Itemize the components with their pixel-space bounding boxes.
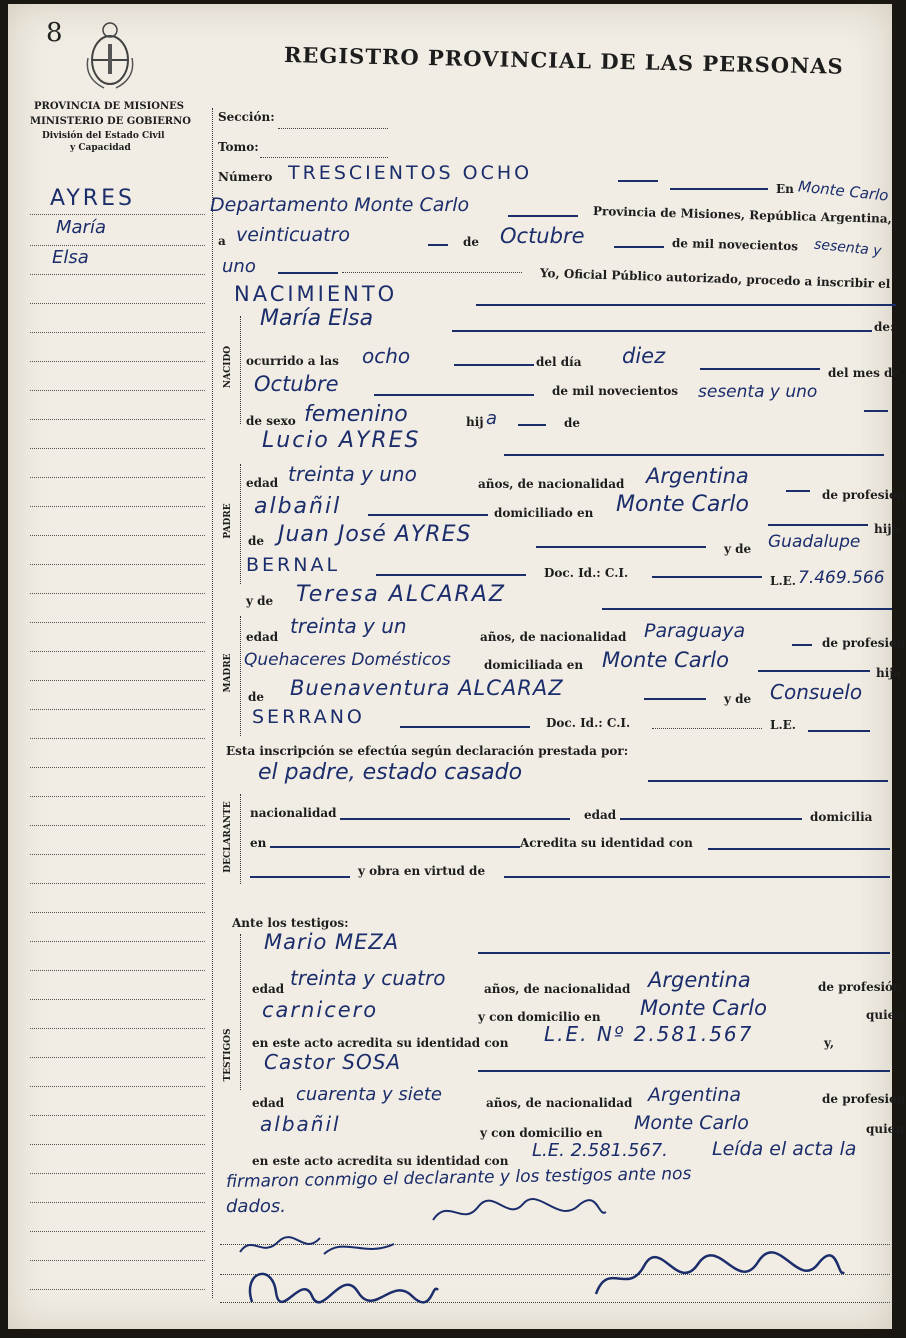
dia-value: veinticuatro <box>236 224 350 246</box>
testigo1-edad-label: edad <box>252 982 285 996</box>
padre-madre-value-2: BERNAL <box>246 554 341 576</box>
testigo2-quien-label: quien <box>866 1122 905 1136</box>
ministry-label: MINISTERIO DE GOBIERNO <box>30 116 191 127</box>
tipo-value: NACIMIENTO <box>234 282 398 306</box>
division-label: División del Estado Civil <box>42 131 165 141</box>
madre-le-label: L.E. <box>770 718 796 732</box>
madre-side-label: MADRE <box>223 653 233 693</box>
page-number: 8 <box>46 18 63 48</box>
testigo1-nacionalidad: Argentina <box>648 968 751 992</box>
declarante-value: el padre, estado casado <box>258 760 523 785</box>
sexo-value: femenino <box>304 402 408 427</box>
anio-value-2: uno <box>222 256 256 277</box>
testigo1-quien-label: quien <box>866 1008 905 1022</box>
provincia-label: Provincia de Misiones, República Argentina, <box>592 204 893 226</box>
testigo1-nombre: Mario MEZA <box>264 930 400 954</box>
testigo2-acredita-label: en este acto acredita su identidad con <box>252 1154 509 1168</box>
en-label: En <box>776 182 794 196</box>
testigo2-profesion: albañil <box>260 1112 341 1136</box>
testigo2-nombre: Castor SOSA <box>264 1050 402 1074</box>
testigo2-doc: L.E. 2.581.567. <box>532 1140 668 1161</box>
del-mes-label: del mes de <box>828 366 901 380</box>
closing-line1: Leída el acta la <box>712 1138 857 1160</box>
madre-edad-value: treinta y un <box>290 614 407 638</box>
testigo2-profesion-label: de profesión <box>822 1092 906 1106</box>
province-label: PROVINCIA DE MISIONES <box>34 101 184 112</box>
testigos-intro: Ante los testigos: <box>232 916 349 930</box>
column-divider <box>212 108 213 1298</box>
madre-madre-value-2: SERRANO <box>252 706 365 728</box>
declarante-domicilia-label: domicilia <box>810 810 873 824</box>
madre-domiciliada-label: domiciliada en <box>484 658 584 672</box>
madre-madre-value-1: Consuelo <box>770 680 863 704</box>
testigo1-domicilio-label: y con domicilio en <box>478 1010 601 1024</box>
testigo1-anios-label: años, de nacionalidad <box>484 982 631 996</box>
testigo1-domicilio: Monte Carlo <box>640 996 767 1020</box>
madre-edad-label: edad <box>246 630 279 644</box>
capacity-label: y Capacidad <box>70 143 131 153</box>
hij-value: a <box>486 408 498 429</box>
testigo1-profesion-label: de profesión <box>818 980 902 994</box>
en-value: Monte Carlo <box>797 177 890 205</box>
tomo-label: Tomo: <box>218 140 259 154</box>
margin-second-name: Elsa <box>52 247 89 268</box>
madre-profesion-label: de profesión <box>822 636 906 650</box>
madre-nacionalidad-value: Paraguaya <box>644 620 746 642</box>
padre-de-label: de <box>248 534 265 548</box>
testigo2-anios-label: años, de nacionalidad <box>486 1096 633 1110</box>
testigo1-y-label: y, <box>824 1036 835 1050</box>
padre-padre-value: Juan José AYRES <box>278 522 472 547</box>
padre-side-label: PADRE <box>223 503 233 539</box>
testigo1-acredita-label: en este acto acredita su identidad con <box>252 1036 509 1050</box>
madre-y-de-label2: y de <box>724 692 752 706</box>
nacido-anio-value: sesenta y uno <box>698 382 818 402</box>
padre-y-de-label: y de <box>724 542 752 556</box>
madre-profesion-value: Quehaceres Domésticos <box>244 650 451 670</box>
testigo1-doc: L.E. Nº 2.581.567 <box>544 1022 754 1046</box>
numero-value: TRESCIENTOS OCHO <box>288 162 533 184</box>
padre-profesion-label: de profesión <box>822 488 906 502</box>
testigo2-edad-label: edad <box>252 1096 285 1110</box>
nacido-mes-value: Octubre <box>254 372 339 396</box>
nacido-de-label: de <box>564 416 581 430</box>
nacido-mil-label: de mil novecientos <box>552 384 679 398</box>
margin-first-name: María <box>56 217 106 238</box>
departamento-value: Departamento Monte Carlo <box>210 194 470 216</box>
page-title: REGISTRO PROVINCIAL DE LAS PERSONAS <box>283 42 845 79</box>
margin-surname: AYRES <box>50 186 135 211</box>
oficial-label: Yo, Oficial Público autorizado, procedo a inscribir el <box>539 266 891 292</box>
declarante-intro: Esta inscripción se efectúa según declaración prestada por: <box>226 744 629 758</box>
testigo2-nacionalidad: Argentina <box>648 1084 742 1106</box>
mes-value: Octubre <box>500 224 585 248</box>
a-label: a <box>218 234 226 248</box>
madre-anios-label: años, de nacionalidad <box>480 630 627 644</box>
padre-doc-label: Doc. Id.: C.I. <box>544 566 629 580</box>
hora-value: ocho <box>362 344 411 368</box>
ocurrido-label: ocurrido a las <box>246 354 339 368</box>
nacido-dia-value: diez <box>622 344 666 368</box>
declarante-edad-label: edad <box>584 808 617 822</box>
declarante-acredita-label: Acredita su identidad con <box>520 836 693 850</box>
nacido-side-label: NACIDO <box>223 345 233 389</box>
closing-line3: dados. <box>226 1196 286 1217</box>
padre-nacionalidad-value: Argentina <box>646 464 749 488</box>
numero-label: Número <box>218 170 273 184</box>
padre-hijo-label: hijo <box>874 522 900 536</box>
declarante-side-label: DECLARANTE <box>223 801 233 873</box>
mil-label: de mil novecientos <box>671 236 799 254</box>
testigo1-edad: treinta y cuatro <box>290 966 446 990</box>
madre-nombre-value: Teresa ALCARAZ <box>296 582 506 607</box>
padre-profesion-value: albañil <box>254 494 342 519</box>
madre-hija-label: hija <box>876 666 902 680</box>
de2-label: de: <box>874 320 895 334</box>
declarante-nacionalidad-label: nacionalidad <box>250 806 337 820</box>
seccion-label: Sección: <box>218 110 275 124</box>
madre-doc-label: Doc. Id.: C.I. <box>546 716 631 730</box>
sexo-label: de sexo <box>246 414 296 428</box>
testigo1-profesion: carnicero <box>262 998 379 1022</box>
padre-edad-value: treinta y uno <box>288 462 417 486</box>
signature-3 <box>242 1262 442 1312</box>
padre-le-label: L.E. <box>770 574 796 588</box>
madre-padre-value: Buenaventura ALCARAZ <box>290 676 564 700</box>
padre-le-value: 7.469.566 <box>798 568 885 588</box>
signature-1 <box>428 1192 608 1232</box>
madre-y-de-label: y de <box>246 594 274 608</box>
padre-madre-value-1: Guadalupe <box>768 532 861 552</box>
padre-anios-label: años, de nacionalidad <box>478 477 625 491</box>
padre-nombre-value: Lucio AYRES <box>262 428 421 453</box>
register-page <box>8 4 906 1329</box>
del-dia-label: del día <box>536 355 582 369</box>
padre-domiciliado-label: domiciliado en <box>494 506 594 520</box>
madre-de-label: de <box>248 690 265 704</box>
hij-label: hij <box>466 415 484 429</box>
signature-4 <box>588 1250 848 1306</box>
padre-domicilio-value: Monte Carlo <box>616 492 749 517</box>
closing-line2: firmaron conmigo el declarante y los testigos ante nos <box>225 1163 692 1193</box>
nacido-nombre-value: María Elsa <box>260 306 374 331</box>
madre-domicilio-value: Monte Carlo <box>602 648 729 672</box>
de-label: de <box>463 235 480 249</box>
testigos-side-label: TESTIGOS <box>223 1028 233 1082</box>
declarante-en-label: en <box>250 836 267 850</box>
declarante-obra-label: y obra en virtud de <box>358 864 486 878</box>
coat-of-arms-icon <box>84 18 136 96</box>
anio-value-1: sesenta y <box>813 236 883 260</box>
testigo2-domicilio-label: y con domicilio en <box>480 1126 603 1140</box>
testigo2-domicilio: Monte Carlo <box>634 1112 749 1134</box>
testigo2-edad: cuarenta y siete <box>296 1084 442 1105</box>
padre-edad-label: edad <box>246 476 279 490</box>
